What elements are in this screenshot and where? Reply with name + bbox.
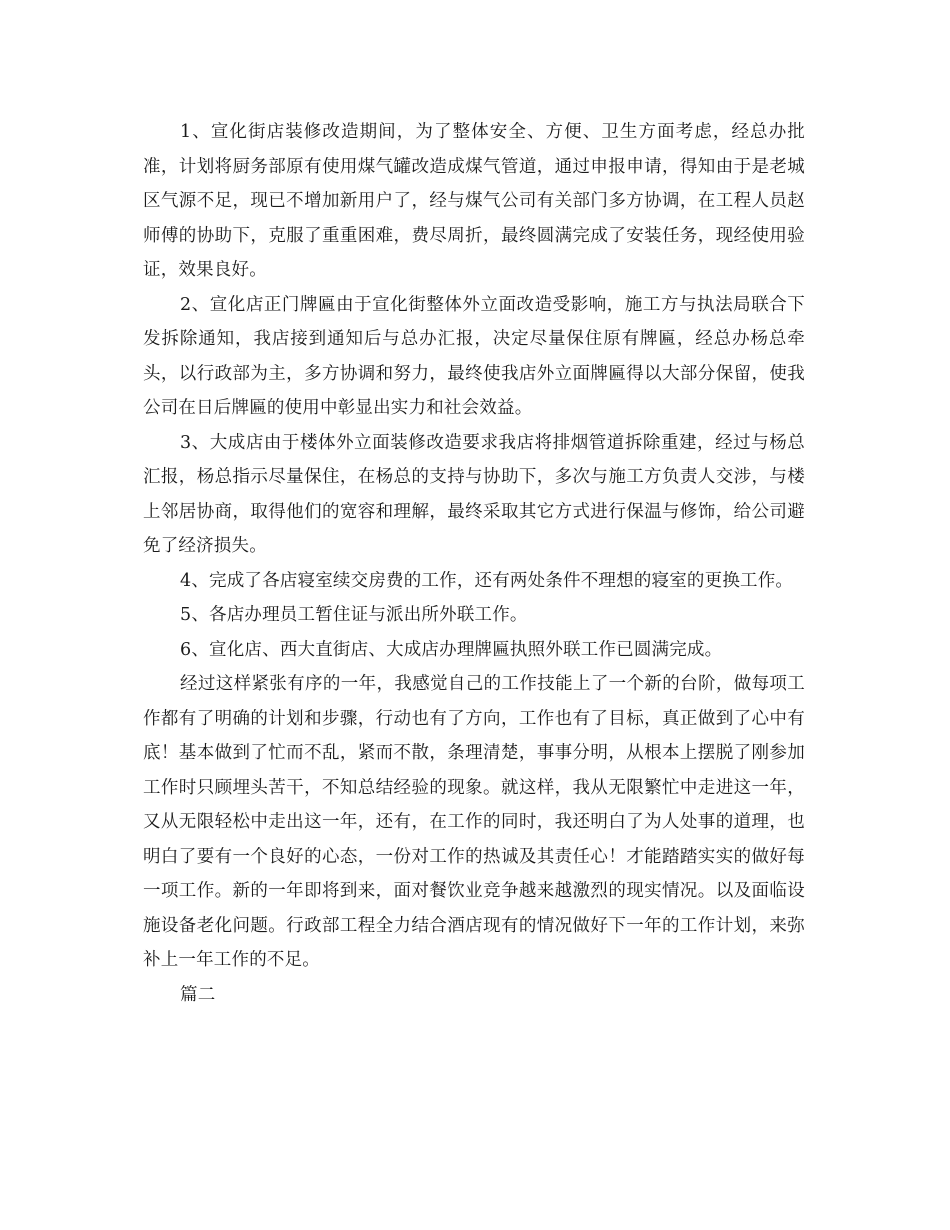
- paragraph-item-3: 3、大成店由于楼体外立面装修改造要求我店将排烟管道拆除重建，经过与杨总汇报，杨总指示尽量保住，在杨总的支持与协助下，多次与施工方负责人交涉，与楼上邻居协商，取得他们的宽容和理解，最终采取其它方式进行保温与修饰，给公司避免了经济损失。: [143, 432, 805, 556]
- summary-paragraph: 经过这样紧张有序的一年，我感觉自己的工作技能上了一个新的台阶，做每项工作都有了明确的计划和步骤，行动也有了方向，工作也有了目标，真正做到了心中有底！基本做到了忙而不乱，紧而不散，条理清楚，事事分明，从根本上摆脱了刚参加工作时只顾埋头苦干，不知总结经验的现象。就这样，我从无限繁忙中走进这一年，又从无限轻松中走出这一年，还有，在工作的同时，我还明白了为人处事的道理，也明白了要有一个良好的心态，一份对工作的热诚及其责任心！才能踏踏实实的做好每一项工作。新的一年即将到来，面对餐饮业竞争越来越激烈的现实情况。以及面临设施设备老化问题。行政部工程全力结合酒店现有的情况做好下一年的工作计划，来弥补上一年工作的不足。: [143, 674, 805, 970]
- paragraph-item-4: 4、完成了各店寝室续交房费的工作，还有两处条件不理想的寝室的更换工作。: [180, 570, 794, 591]
- paragraph-item-2: 2、宣化店正门牌匾由于宣化街整体外立面改造受影响，施工方与执法局联合下发拆除通知，我店接到通知后与总办汇报，决定尽量保住原有牌匾，经总办杨总牵头，以行政部为主，多方协调和努力，最终使我店外立面牌匾得以大部分保留，使我公司在日后牌匾的使用中彰显出实力和社会效益。: [143, 294, 805, 418]
- document-body: [143, 115, 805, 1012]
- paragraph-item-6: 6、宣化店、西大直街店、大成店办理牌匾执照外联工作已圆满完成。: [180, 639, 723, 660]
- section-heading: 篇二: [180, 984, 216, 1005]
- paragraph-item-5: 5、各店办理员工暂住证与派出所外联工作。: [180, 605, 528, 625]
- paragraph-item-1: 1、宣化街店装修改造期间，为了整体安全、方便、卫生方面考虑，经总办批准，计划将厨务部原有使用煤气罐改造成煤气管道，通过申报申请，得知由于是老城区气源不足，现已不增加新用户了，经与煤气公司有关部门多方协调，在工程人员赵师傅的协助下，克服了重重困难，费尽周折，最终圆满完成了安装任务，现经使用验证，效果良好。: [143, 122, 805, 280]
